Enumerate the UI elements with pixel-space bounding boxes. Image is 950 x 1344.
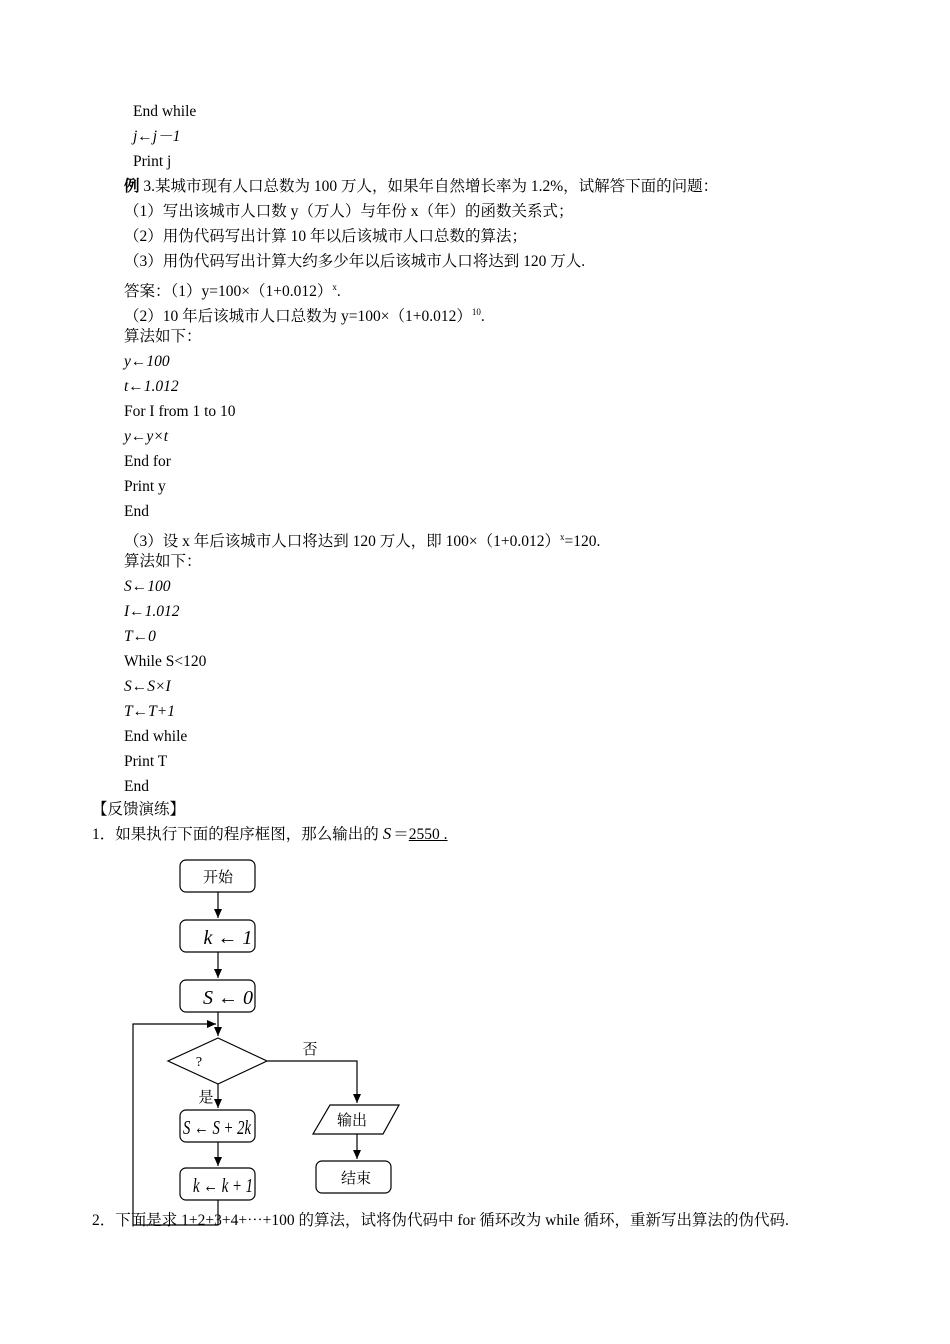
output-label: 输出	[336, 1111, 368, 1129]
arrow-no	[267, 1061, 357, 1103]
k-update-label: k ← k + 1	[193, 1175, 253, 1197]
code-j-update: j←j－1	[133, 128, 181, 145]
algo2-line: While S<120	[124, 653, 207, 670]
algo2-line: S←S×I	[124, 678, 171, 695]
feedback-q2: 2．下面是求 1+2+3+4+⋯+100 的算法，试将伪代码中 for 循环改为 while 循环，重新写出算法的伪代码.	[92, 1212, 789, 1229]
algo1-line: y←y×t	[124, 428, 169, 445]
answer-1-period: .	[336, 283, 341, 301]
start-label: 开始	[202, 868, 234, 886]
answer-1-text: 答案：（1）y=100×（1+0.012）	[124, 283, 333, 301]
algo1-line: End for	[124, 453, 171, 470]
code-end-while: End while	[133, 103, 197, 120]
answer-3-text: （3）设 x 年后该城市人口将达到 120 万人，即 100×（1+0.012）	[124, 533, 560, 551]
no-label: 否	[302, 1040, 318, 1058]
algo2-line: S←100	[124, 578, 171, 595]
algo2-line: End	[124, 778, 149, 795]
algo2-line: T←T+1	[124, 703, 175, 720]
feedback-q1-var: S	[382, 824, 392, 843]
s-init-label: S ← 0	[203, 987, 253, 1009]
algo2-line: End while	[124, 728, 188, 745]
algo-intro-1: 算法如下：	[124, 328, 202, 345]
algo1-line: Print y	[124, 478, 166, 495]
example3-q3: （3）用伪代码写出计算大约多少年以后该城市人口将达到 120 万人.	[124, 253, 586, 270]
example3-q1: （1）写出该城市人口数 y（万人）与年份 x（年）的函数关系式；	[124, 203, 574, 220]
condition-diamond	[168, 1038, 267, 1084]
algo1-line: End	[124, 503, 149, 520]
feedback-q1-text: 1．如果执行下面的程序框图，那么输出的	[92, 826, 379, 843]
k-init-label: k ← 1	[203, 927, 253, 949]
algo2-line: Print T	[124, 753, 168, 770]
algo2-line: I←1.012	[124, 603, 180, 620]
end-label: 结束	[340, 1169, 372, 1187]
answer-3-exponent: x	[559, 532, 565, 542]
feedback-q1-eq: ＝	[393, 826, 409, 843]
s-update-label: S ← S + 2k	[183, 1117, 252, 1139]
algo1-line: For I from 1 to 10	[124, 403, 236, 420]
algo1-line: t←1.012	[124, 378, 179, 395]
yes-label: 是	[198, 1088, 214, 1106]
answer-2-period: .	[480, 308, 485, 326]
answer-1-exponent: x	[332, 282, 337, 292]
answer-2-exponent: 10	[471, 307, 481, 317]
feedback-q1-answer: 2550 .	[408, 826, 448, 843]
feedback-heading: 【反馈演练】	[92, 801, 186, 818]
example-label: 例	[124, 178, 140, 195]
algo2-line: T←0	[124, 628, 156, 645]
algo-intro-2: 算法如下：	[124, 553, 202, 570]
example-text: 3.某城市现有人口总数为 100 万人，如果年自然增长率为 1.2%，试解答下面的问题：	[139, 178, 719, 195]
algo1-line: y←100	[124, 353, 170, 370]
condition-label: ?	[195, 1055, 203, 1070]
example3-q2: （2）用伪代码写出计算 10 年以后该城市人口总数的算法；	[124, 228, 528, 245]
answer-2-text: （2）10 年后该城市人口总数为 y=100×（1+0.012）	[124, 308, 472, 326]
code-print-j: Print j	[133, 153, 172, 170]
answer-3-tail: =120.	[564, 533, 601, 551]
